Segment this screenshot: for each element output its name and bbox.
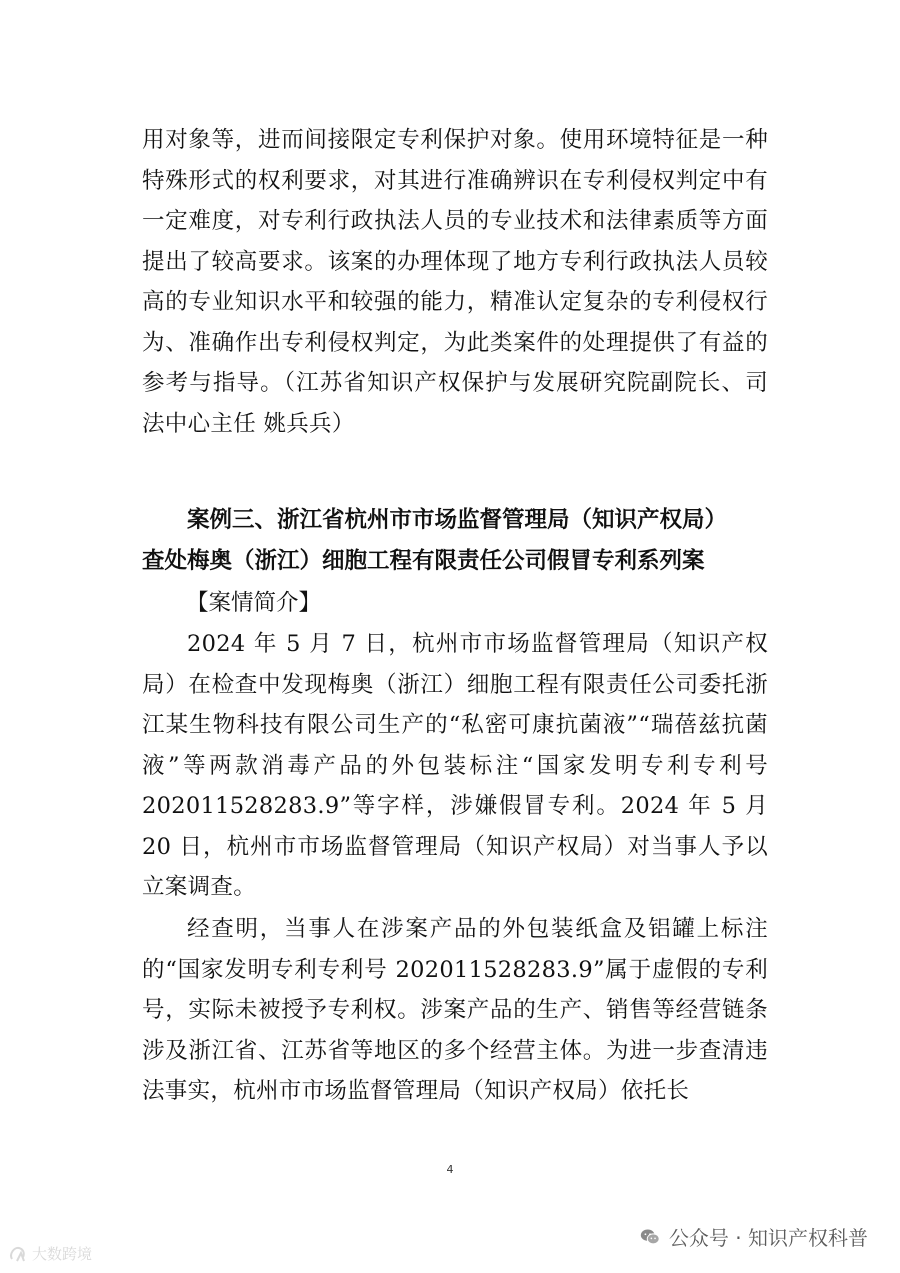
section-label: 【案情简介】 [186,590,322,616]
paragraph-commentary: 用对象等，进而间接限定专利保护对象。使用环境特征是一种特殊形式的权利要求，对其进行准确辨识在专利侵权判定中有一定难度，对专利行政执法人员的专业技术和法律素质等方面提出了较高要求。该案的办理体现了地方专利行政执法人员较高的专业知识水平和较强的能力，精准认定复杂的专利侵权行为、准确作出专利侵权判定，为此类案件的处理提供了有益的参考与指导。（江苏省知识产权保护与发展研究院副院长、司法中心主任 姚兵兵） [142,127,768,437]
wechat-watermark [639,1222,868,1251]
page-number: 4 [446,1163,454,1176]
wechat-icon [639,1226,661,1248]
brand-watermark-text: 大数跨境 [32,1245,93,1263]
paragraph-case-intro: 2024 年 5 月 7 日，杭州市市场监督管理局（知识产权局）在检查中发现梅奥（浙江）细胞工程有限责任公司委托浙江某生物科技有限公司生产的“私密可康抗菌液”“瑞蓓兹抗菌液”等两款消毒产品的外包装标注“国家发明专利专利号 202011528283.9”等字样，涉嫌假冒专利。2024 年 5 月 20 日，杭州市市场监督管理局（知识产权局）对当事人予以立案调查。 [142,631,768,900]
brand-watermark [8,1243,92,1264]
brand-logo-icon [8,1244,28,1264]
case-title-line2: 查处梅奥（浙江）细胞工程有限责任公司假冒专利系列案 [142,547,705,574]
case-title-line1: 案例三、浙江省杭州市市场监督管理局（知识产权局） [187,507,728,533]
wechat-account-name: 公众号 · 知识产权科普 [668,1226,868,1250]
paragraph-investigation: 经查明，当事人在涉案产品的外包装纸盒及铝罐上标注的“国家发明专利专利号 202011528283.9”属于虚假的专利号，实际未被授予专利权。涉案产品的生产、销售等经营链条涉及浙江省、江苏省等地区的多个经营主体。为进一步查清违法事实，杭州市市场监督管理局（知识产权局）依托长 [142,916,768,1104]
case-title [142,500,782,581]
